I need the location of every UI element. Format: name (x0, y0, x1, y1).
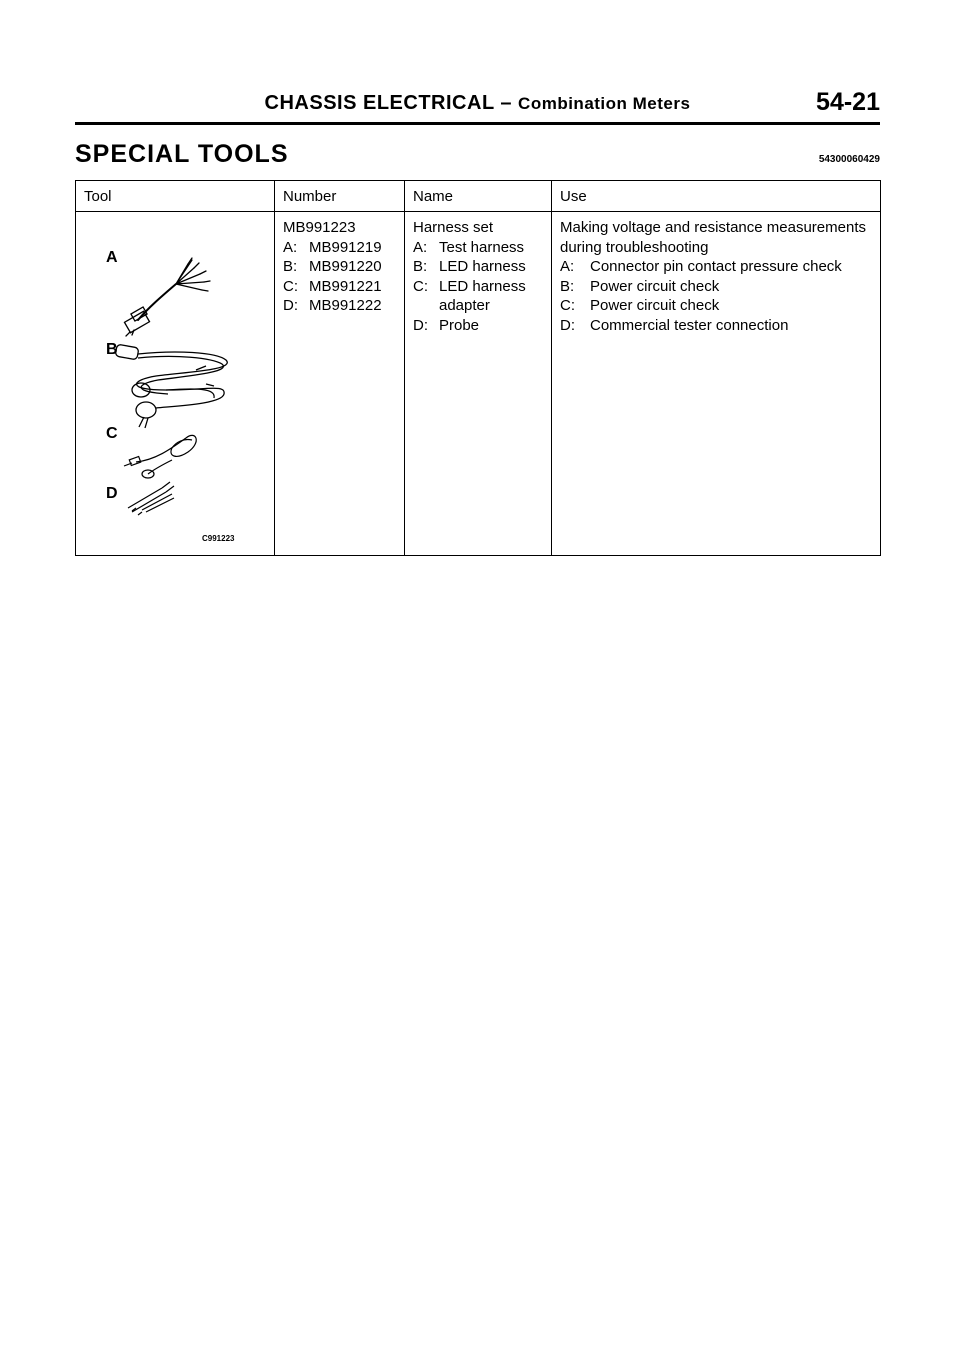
figure-code: C991223 (202, 534, 235, 543)
name-item: B: LED harness (413, 258, 526, 275)
name-main: Harness set (413, 219, 494, 236)
header-title (75, 92, 880, 115)
use-item: B: Power circuit check (560, 277, 720, 295)
table-header-row (76, 181, 881, 212)
use-line: Making voltage and resistance measurements (560, 219, 866, 236)
page-number: 54-21 (816, 88, 880, 116)
name-cell (405, 212, 552, 556)
table-row (76, 212, 881, 556)
use-item: D: Commercial tester connection (560, 316, 789, 334)
use-item: C: Power circuit check (560, 297, 720, 314)
use-cell (552, 212, 881, 556)
illustration-label-c: C (106, 425, 118, 442)
number-cell (275, 212, 405, 556)
section-title: SPECIAL TOOLS (75, 140, 289, 168)
use-line: during troubleshooting (560, 238, 709, 256)
tool-cell (76, 212, 275, 556)
name-item: D: Probe (413, 316, 480, 334)
name-item-continuation: adapter (439, 297, 490, 314)
number-main: MB991223 (283, 219, 356, 236)
header-dash: – (500, 92, 512, 114)
header-rule (75, 122, 880, 125)
number-item: D: MB991222 (283, 297, 382, 314)
document-code: 54300060429 (818, 154, 880, 165)
use-item: A: Connector pin contact pressure check (560, 258, 842, 275)
header-name: Name (405, 181, 552, 212)
special-tools-table (75, 180, 881, 556)
illustration-label-a: A (106, 249, 118, 266)
name-item: C: LED harness (413, 277, 526, 295)
name-item: A: Test harness (413, 238, 525, 256)
header-title-main: CHASSIS ELECTRICAL (264, 92, 495, 114)
illustration-label-b: B (106, 341, 118, 358)
number-item: C: MB991221 (283, 277, 382, 295)
harness-set-illustration (76, 212, 266, 542)
number-item: A: MB991219 (283, 238, 382, 256)
header-tool: Tool (76, 181, 275, 212)
number-item: B: MB991220 (283, 258, 382, 275)
header-title-sub: Combination Meters (518, 94, 691, 113)
header-use: Use (552, 181, 881, 212)
harness-illustration-drawing (76, 212, 266, 542)
header-number: Number (275, 181, 405, 212)
illustration-label-d: D (106, 485, 118, 502)
page-header (75, 88, 880, 122)
